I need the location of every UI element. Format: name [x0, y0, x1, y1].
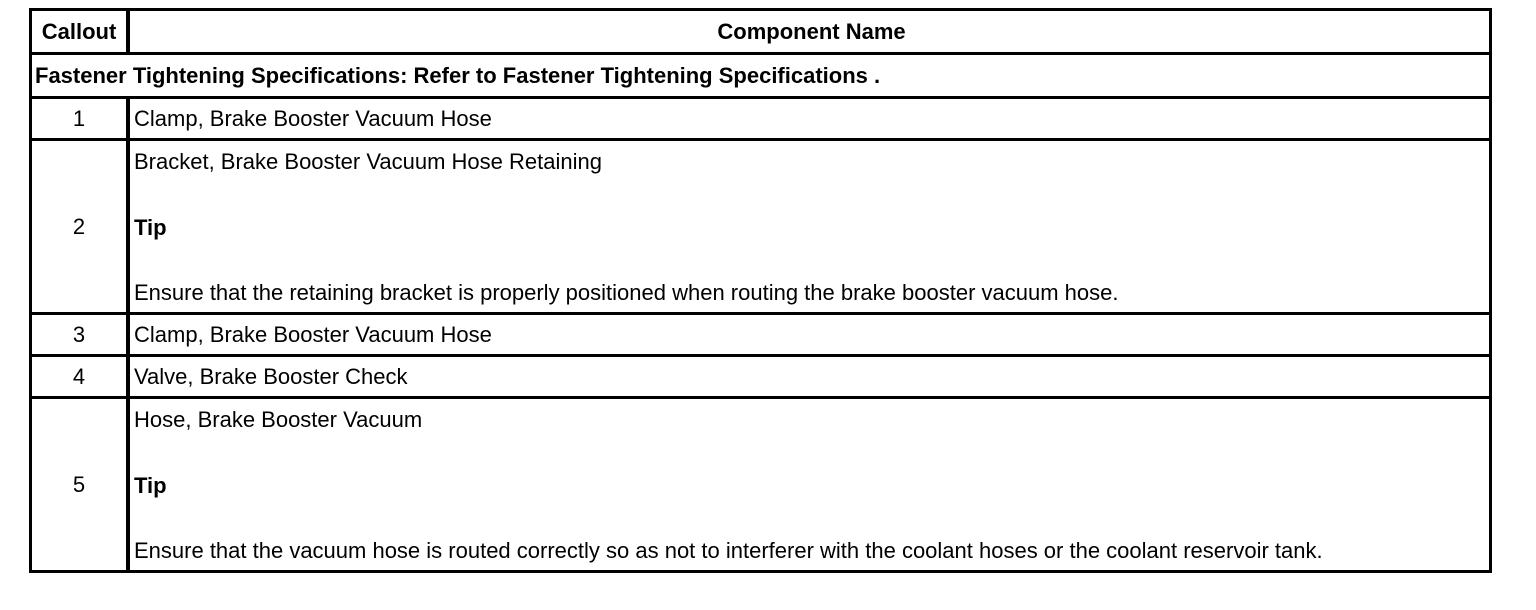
tip-text: Ensure that the retaining bracket is properly positioned when routing the brake booster vacuum hose. [134, 280, 1119, 305]
callout-header: Callout [32, 11, 130, 52]
tip-text: Ensure that the vacuum hose is routed correctly so as not to interferer with the coolant hoses or the coolant reservoir tank. [134, 538, 1323, 563]
table-row [32, 396, 1489, 570]
callout-number: 1 [32, 99, 130, 138]
component-name: Valve, Brake Booster Check [134, 363, 408, 389]
callout-number: 4 [32, 357, 130, 396]
callout-number: 3 [32, 315, 130, 354]
table-row [32, 312, 1489, 354]
table-header-row [32, 11, 1489, 52]
component-name: Clamp, Brake Booster Vacuum Hose [134, 105, 492, 131]
component-table [29, 8, 1492, 573]
component-name-header: Component Name [717, 18, 906, 44]
table-row [32, 138, 1489, 312]
component-cell [130, 399, 1489, 570]
callout-number: 5 [32, 399, 130, 570]
spec-note-row [32, 52, 1489, 96]
fastener-spec-note: Fastener Tightening Specifications: Refer to Fastener Tightening Specifications . [35, 62, 881, 88]
component-cell [130, 141, 1489, 312]
tip-label: Tip [134, 472, 167, 498]
component-name: Hose, Brake Booster Vacuum [134, 407, 423, 432]
table-row [32, 96, 1489, 138]
component-name: Clamp, Brake Booster Vacuum Hose [134, 321, 492, 347]
tip-label: Tip [134, 214, 167, 240]
table-row [32, 354, 1489, 396]
callout-number: 2 [32, 141, 130, 312]
component-name: Bracket, Brake Booster Vacuum Hose Retaining [134, 149, 602, 174]
